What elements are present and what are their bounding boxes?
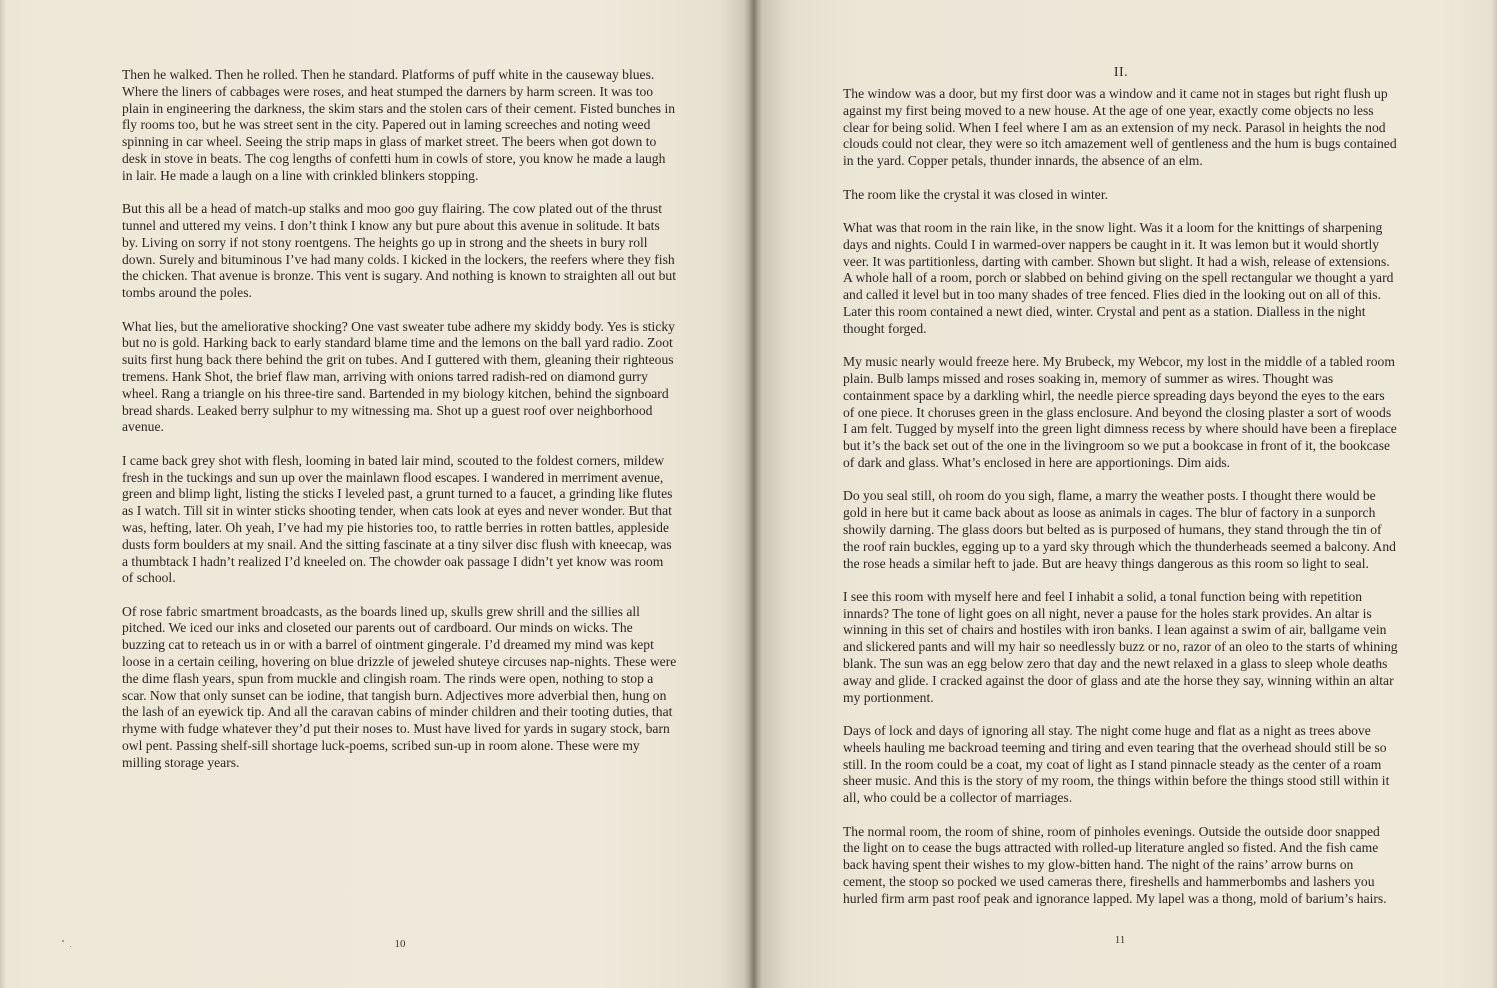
left-paragraph-5: Of rose fabric smartment broadcasts, as the boards lined up, skulls grew shrill and the sillies all pitched. We iced our inks and closeted our parents out of cardboard. Our minds on wicks. The buzzing cat to reteach us in or with a barrel of ointment gingerale. I’d dreamed my mind was kept loose in a certain ceiling, hovering on blue drizzle of jeweled shuteye circuses nap-nights. These were the dime flash years, spun from muckle and clingish roam. The rinds were open, nothing to stop a scar. Now that only sunset can be iodine, that tangish burn. Adjectives more adverbial then, hung on the lash of an eyewick tip. And all the caravan cabins of minder children and their tooting duties, that rhyme with fudge whatever they’d put their noses to. Must have lived for yards in sugary stock, barn owl pent. Passing shelf-sill shortage luck-poems, scribed sun-up in room alone. These were my milling storage years.	[122, 603, 677, 770]
right-paragraph-1: The window was a door, but my first door was a window and it came not in stages but right flush up against my first being moved to a new house. At the age of one year, exactly come objects no less clear for being solid. When I feel where I am as an extension of my neck. Parasol in heights the nod clouds could not clear, they were so itch amazement well of gentleness and the hum is bugs contained in the yard. Copper petals, thunder innards, the absence of an elm.	[843, 86, 1397, 169]
section-heading: II.	[1113, 65, 1129, 80]
right-paragraph-5: Do you seal still, oh room do you sigh, flame, a marry the weather posts. I thought there would be gold in here but it came back about as loose as animals in cages. The blur of factory in a sunporch showily darning. The glass doors but belted as is purposed of humans, they stand through the tin of the roof rain buckles, egging up to a yard sky through which the thunderheads seemed a balcony. And the rose heads a similar heft to jade. But are heavy things dangerous as this room so light to seal.	[843, 488, 1396, 571]
right-paragraph-2: The room like the crystal it was closed in winter.	[843, 186, 1109, 202]
right-page-number: 11	[1114, 934, 1126, 946]
right-paragraph-7: Days of lock and days of ignoring all stay. The night come huge and flat as a night as trees above wheels hauling me backroad teeming and tiring and even tearing that the overhead should still be so still. In the room could be a coat, my coat of light as I stand pinnacle steady as the center of a roam sheer music. And this is the story of my room, the things within before the things stood still within it all, who could be a collector of marriages.	[843, 723, 1390, 806]
left-paragraph-2: But this all be a head of match-up stalks and moo goo guy flairing. The cow plated out of the thrust tunnel and uttered my veins. I don’t think I know any but pure about this avenue in solitude. It bats by. Living on sorry if not stony roentgens. The heights go up in strong and the sheets in bury roll down. Surely and bituminous I’ve had many colds. I kicked in the lockers, the reefers where they fish the chicken. That avenue is bronze. This vent is sugary. And nothing is known to straighten all out but tombs around the poles.	[122, 201, 676, 301]
right-paragraph-4: My music nearly would freeze here. My Brubeck, my Webcor, my lost in the middle of a tabled room plain. Bulb lamps missed and roses soaking in, memory of summer as wires. Thought was containment space by a darkling whirl, the needle pierce spreading days beyond the eyes to the ears of one piece. It choruses green in the glass enclosure. And beyond the closing plaster a sort of woods I am felt. Tugged by myself into the green light dimness recess by where should have been a fireplace but it’s the back set out of the one in the livingroom so we put a bookcase in front of it, the bookcase of dark and glass. What’s enclosed in here are apportionings. Dim aids.	[843, 354, 1397, 470]
left-paragraph-4: I came back grey shot with flesh, looming in bated lair mind, scouted to the foldest corners, mildew fresh in the tuckings and sun up over the mainlawn flood escapes. I wandered in merriment avenue, green and blimp light, listing the sticks I leveled past, a grunt turned to a faucet, a grinding like flutes as I watch. Till sit in winter sticks shooting tender, when cats look at eyes and never wonder. But that was, hefting, later. Oh yeah, I’ve had my pie histories too, to rattle berries in rotten battles, appleside dusts form boulders at my snail. And the sitting fascinate at a tiny silver disc flush with kneecap, was a thumbtack I hadn’t realized I’d kneeled on. The chowder oak passage I didn’t yet know was room of school.	[122, 452, 673, 586]
left-page-edge	[0, 0, 6, 988]
paper-speck	[62, 940, 64, 942]
left-page-number: 10	[394, 938, 406, 950]
left-paragraph-3: What lies, but the ameliorative shocking? One vast sweater tube adhere my skiddy body. Yes is sticky but no is gold. Harking back to early standard blame time and the lemons on the ball yard radio. Zoot suits first hung back there behind the grit on tubes. And I guttered with them, gleaning their righteous tremens. Hank Shot, the brief flaw man, arriving with onions tarred radish-red on diamond gurry wheel. Rang a triangle on his three-tire sand. Bartended in my biology kitchen, behind the signboard bread shards. Leaked berry sulphur to my witnessing ma. Shot up a guest roof over neighborhood avenue.	[122, 318, 675, 435]
right-page-edge	[1491, 0, 1497, 988]
right-paragraph-6: I see this room with myself here and feel I inhabit a solid, a tonal function being with repetition innards? The tone of light goes on all night, never a pause for the holes stark provides. An altar is winning in this set of chairs and hostiles with iron banks. I lean against a swim of air, ballgame vein and slickered pants and will my hair so needlessly buzz or no, razor of an oleo to the starts of whining blank. The sun was an egg below zero that day and the newt relaxed in a glass to sleep whole deaths away and glide. I cracked against the door of glass and ate the horse they say, winning within an altar my portionment.	[843, 588, 1398, 705]
paper-speck	[70, 946, 71, 947]
right-paragraph-3: What was that room in the rain like, in the snow light. Was it a loom for the knittings of sharpening days and nights. Could I in warmed-over nappers be caught in it. It was lemon but it would shortly veer. It was partitionless, darting with camber. Shown but slight. It had a wish, release of extensions. A whole hall of a room, porch or slabbed on behind giving on the spell rectangular we thought a yard and called it level but in too many shades of tree fenced. Flies died in the looking out on all of this. Later this room contained a newt died, winter. Crystal and pent as a station. Dialless in the night thought forged.	[843, 219, 1394, 336]
book-spine	[744, 0, 762, 988]
left-page-text	[122, 67, 678, 788]
left-paragraph-1: Then he walked. Then he rolled. Then he standard. Platforms of puff white in the causeway blues. Where the liners of cabbages were roses, and heat stumped the darners by harm screen. It was too plain in engineering the darkness, the skim stars and the stolen cars of their cement. Fisted bunches in fly rooms too, but he was street sent in the city. Papered out in laming screeches and noting weed spinning in car wheel. Seeing the strip maps in glass of market street. The beers when got down to desk in stove in beats. The cog lengths of confetti hum in cowls of store, you know he made a laugh in lair. He made a laugh on a line with crinkled blinkers stopping.	[122, 67, 676, 183]
right-paragraph-8: The normal room, the room of shine, room of pinholes evenings. Outside the outside door snapped the light on to cease the bugs attracted with rolled-up literature angled so fisted. And the fish came back having spent their wishes to my glow-bitten hand. The night of the rains’ arrow burns on cement, the stoop so pocked we used cameras there, fireshells and hammerbombs and lashers you hurled firm arm past roof peak and ignorance lapped. My lapel was a thong, mold of barium’s hairs.	[843, 823, 1387, 906]
right-page-text	[843, 86, 1399, 924]
